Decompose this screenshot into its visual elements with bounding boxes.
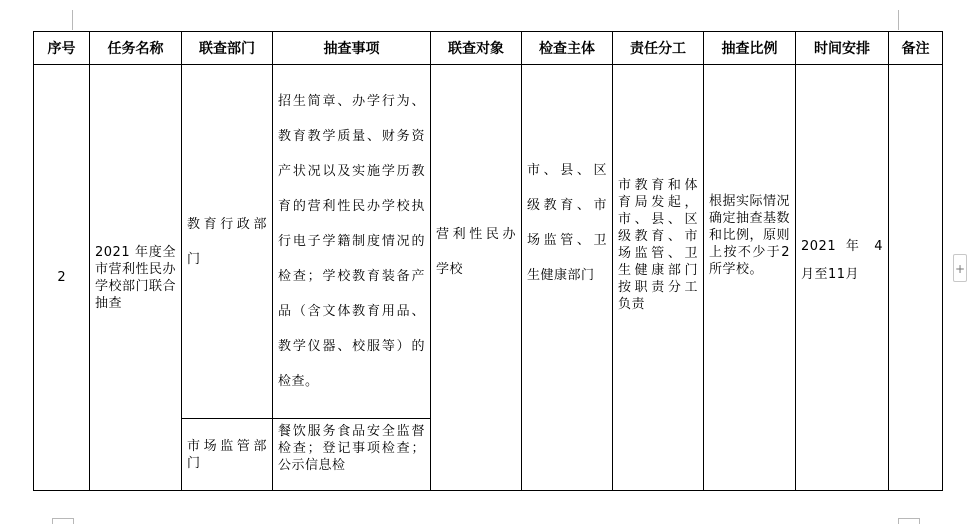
header-task-name: 任务名称 [90,32,182,65]
page-corner-mark-bottom-right [898,518,920,524]
cell-task-name: 2021 年度全市营利性民办学校部门联合抽查 [90,65,182,491]
table-row [34,65,943,419]
inspection-table [33,31,943,491]
header-items: 抽查事项 [273,32,431,65]
cell-subject: 市、县、区级教育、市场监管、卫生健康部门 [522,65,613,491]
header-row [34,32,943,65]
cell-target: 营利性民办学校 [431,65,522,491]
cell-responsibility: 市教育和体育局发起，市、县、区级教育、市场监管、卫生健康部门按职责分工负责 [613,65,704,491]
cell-dept-market: 市场监管部门 [182,419,273,491]
cell-items-market: 餐饮服务食品安全监督检查；登记事项检查；公示信息检 [273,419,431,491]
header-responsibility: 责任分工 [613,32,704,65]
page-corner-mark-top-right [898,10,899,30]
header-target: 联查对象 [431,32,522,65]
cell-remark [889,65,943,491]
header-subject: 检查主体 [522,32,613,65]
header-dept: 联查部门 [182,32,273,65]
cell-items-education: 招生简章、办学行为、教育教学质量、财务资产状况以及实施学历教育的营利性民办学校执行电子学籍制度情况的检查；学校教育装备产品（含文体教育用品、教学仪器、校服等）的检查。 [273,65,431,419]
cell-schedule: 2021 年 4 月至11月 [796,65,889,491]
page-corner-mark-top-left [72,10,73,30]
cell-ratio: 根据实际情况确定抽查基数和比例，原则上按不少于2所学校。 [704,65,796,491]
header-ratio: 抽查比例 [704,32,796,65]
cell-dept-education: 教育行政部门 [182,65,273,419]
header-remark: 备注 [889,32,943,65]
cell-seq: 2 [34,65,90,491]
header-schedule: 时间安排 [796,32,889,65]
add-column-button[interactable]: + [953,254,967,282]
page-corner-mark-bottom-left [52,518,74,524]
header-seq: 序号 [34,32,90,65]
